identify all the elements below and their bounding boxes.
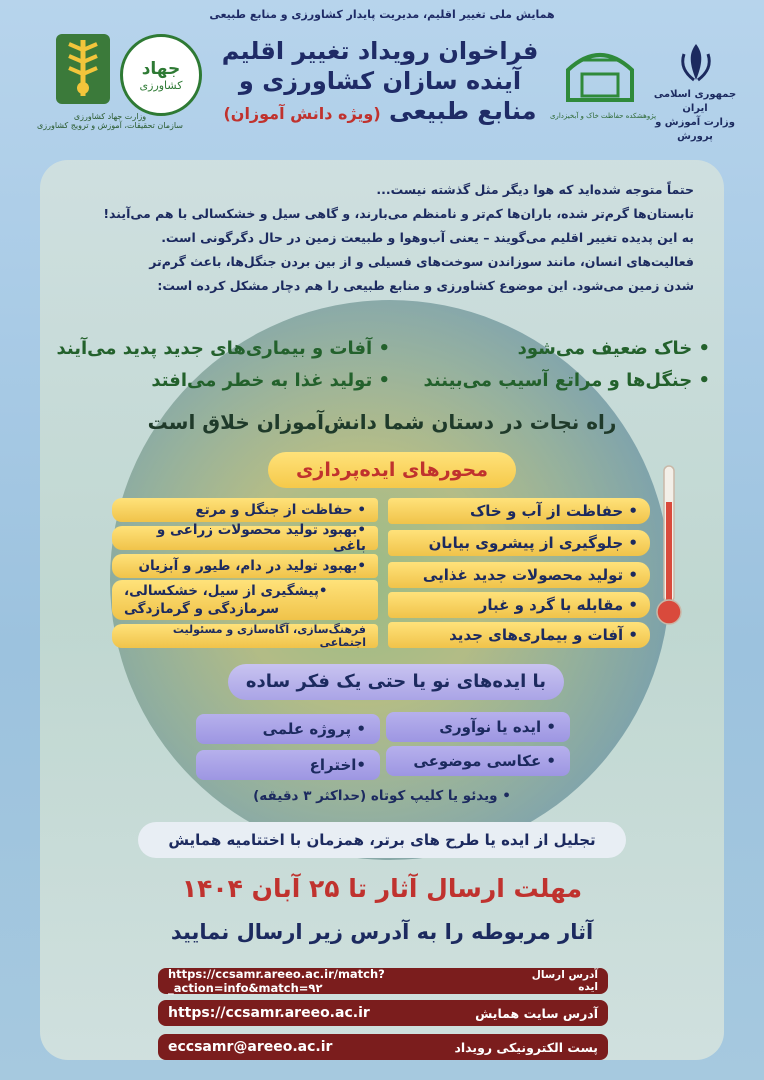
institute-emblem-icon <box>560 40 640 110</box>
axis-item-left: •بهبود تولید در دام، طیور و آبزیان <box>112 554 378 578</box>
axis-item-right: • آفات و بیماری‌های جدید <box>388 622 650 648</box>
axis-item-left: فرهنگ‌سازی، آگاه‌سازی و مسئولیت اجتماعی <box>112 624 378 648</box>
impact-item: • خاک ضعیف می‌شود <box>517 338 710 359</box>
axis-item-left-line-2: سرمازدگی و گرمازدگی <box>124 601 279 617</box>
research-institute-logo <box>560 40 640 110</box>
submit-url[interactable]: https://ccsamr.areeo.ac.ir/match?_action=info&match=۹۲ <box>168 967 385 995</box>
jihad-subword: کشاورزی <box>139 78 183 92</box>
iran-emblem-icon <box>676 40 716 84</box>
address-row-site[interactable] <box>158 1000 608 1026</box>
axes-title: محورهای ایده‌پردازی <box>268 452 516 488</box>
jihad-word: جهاد <box>141 58 181 79</box>
address-row-email[interactable] <box>158 1034 608 1060</box>
intro-line-1: حتماً متوجه شده‌اید که هوا دیگر مثل گذشته نیست... <box>376 182 694 197</box>
axis-item-right: • جلوگیری از پیشروی بیابان <box>388 530 650 556</box>
axis-item-left-line-1: •پیشگیری از سیل، خشکسالی، <box>124 583 328 599</box>
ministry-line-2: وزارت آموزش و پرورش <box>655 117 735 142</box>
rescue-slogan: راه نجات در دستان شما دانش‌آموزان خلاق است <box>147 410 617 434</box>
award-banner: تجلیل از ایده یا طرح های برتر، همزمان با اختتامیه همایش <box>138 822 626 858</box>
email-label: پست الکترونیکی رویداد <box>454 1039 598 1055</box>
axis-item-right: • حفاظت از آب و خاک <box>388 498 650 524</box>
impact-item: • آفات و بیماری‌های جدید پدید می‌آیند <box>56 338 390 359</box>
institute-caption: پژوهشکده حفاظت خاک و آبخیزداری <box>549 112 657 120</box>
intro-line-5: شدن زمین می‌شود. این موضوع کشاورزی و منابع طبیعی را هم دچار مشکل کرده است: <box>157 278 694 293</box>
title-line-3 <box>190 96 570 129</box>
impact-item: • جنگل‌ها و مراتع آسیب می‌بینند <box>423 370 710 391</box>
title-line-1: فراخوان رویداد تغییر اقلیم <box>221 37 539 65</box>
impact-item: • تولید غذا به خطر می‌افتد <box>151 370 390 391</box>
ministry-caption <box>640 88 750 144</box>
axis-item-left-multiline <box>112 580 378 620</box>
conference-name: همایش ملی تغییر اقلیم، مدیریت پایدار کشاورزی و منابع طبیعی <box>209 8 555 21</box>
site-url[interactable]: https://ccsamr.areeo.ac.ir <box>168 1005 370 1021</box>
thermometer-icon <box>656 462 682 630</box>
submit-label: آدرس ارسال ایده <box>531 969 598 993</box>
idea-item: • پروژه علمی <box>196 714 380 744</box>
event-email[interactable]: eccsamr@areeo.ac.ir <box>168 1039 333 1055</box>
iran-emblem <box>676 40 716 84</box>
title-special: (ویژه دانش آموزان) <box>223 104 381 123</box>
intro-line-2: تابستان‌ها گرم‌تر شده، باران‌ها کم‌تر و نامنظم می‌بارند، و گاهی سیل و خشکسالی با هم می‌آیند! <box>103 206 694 221</box>
idea-item: • ایده یا نوآوری <box>386 712 570 742</box>
title-line-3-text: منابع طبیعی <box>389 97 537 125</box>
site-label: آدرس سایت همایش <box>475 1005 598 1021</box>
ideas-title: با ایده‌های نو یا حتی یک فکر ساده <box>228 664 564 700</box>
intro-line-3: به این پدیده تغییر اقلیم می‌گویند – یعنی آب‌وهوا و طبیعت زمین در حال دگرگونی است. <box>161 230 694 245</box>
poster-title <box>190 36 570 129</box>
areeo-line-1: وزارت جهاد کشاورزی <box>73 112 147 121</box>
axis-item-left: •بهبود تولید محصولات زراعی و باغی <box>112 526 378 550</box>
ministry-line-1: جمهوری اسلامی ایران <box>653 89 737 114</box>
idea-item: •اختراع <box>196 750 380 780</box>
title-line-2: آینده سازان کشاورزی و <box>238 67 522 95</box>
intro-line-4: فعالیت‌های انسان، مانند سوزاندن سوخت‌های فسیلی و از بین بردن جنگل‌ها، باعث گرم‌تر <box>149 254 694 269</box>
deadline: مهلت ارسال آثار تا ۲۵ آبان ۱۴۰۴ <box>181 874 583 903</box>
intro-paragraph <box>74 178 694 298</box>
send-instruction: آثار مربوطه را به آدرس زیر ارسال نمایید <box>170 920 594 944</box>
areeo-line-2: سازمان تحقیقات، آموزش و ترویج کشاورزی <box>36 121 184 130</box>
address-row-submit[interactable] <box>158 968 608 994</box>
axis-item-left: • حفاظت از جنگل و مرتع <box>112 498 378 522</box>
axis-item-right: • مقابله با گرد و غبار <box>388 592 650 618</box>
video-note: • ویدئو یا کلیپ کوتاه (حداکثر ۳ دقیقه) <box>253 788 511 804</box>
axis-item-right: • تولید محصولات جدید غذایی <box>388 562 650 588</box>
idea-item: • عکاسی موضوعی <box>386 746 570 776</box>
